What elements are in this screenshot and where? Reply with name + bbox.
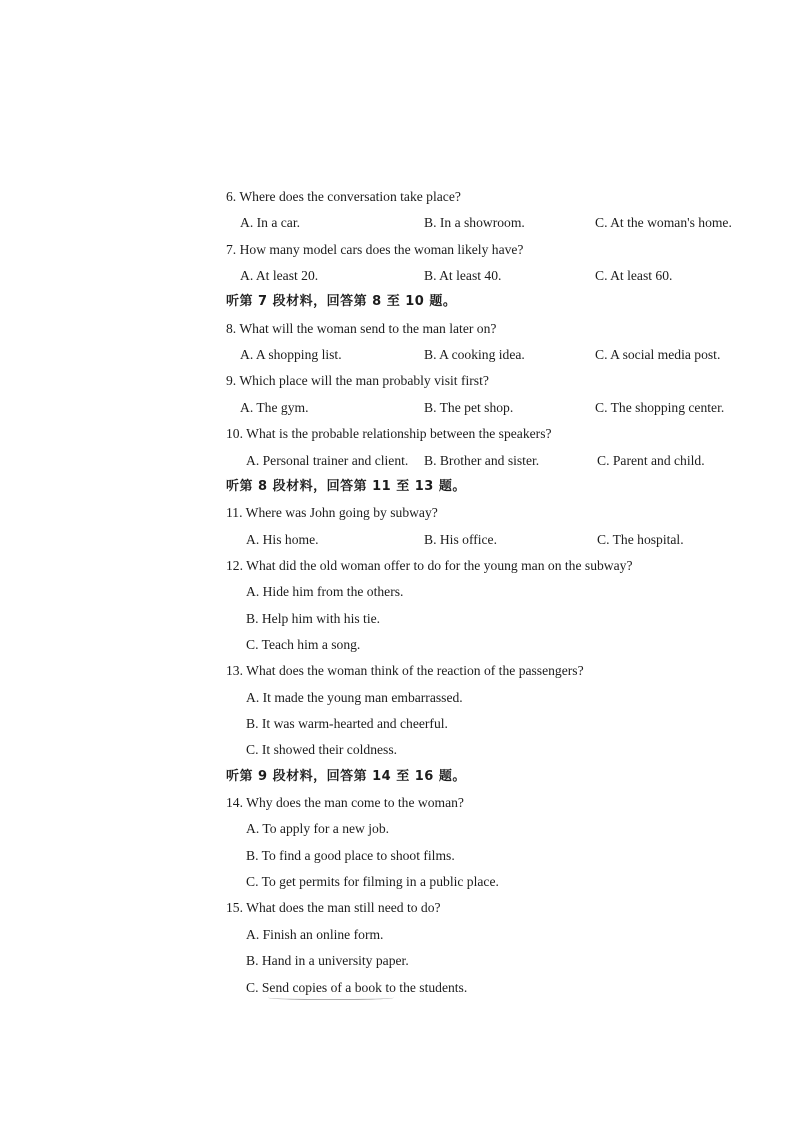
answer-option: C. At the woman's home. — [595, 215, 732, 231]
answer-option: A. His home. — [246, 531, 319, 547]
question-line — [0, 187, 794, 207]
answer-option: B. His office. — [424, 531, 497, 547]
question-text: 8. What will the woman send to the man later on? — [226, 320, 497, 336]
question-line — [0, 898, 794, 918]
question-line — [0, 424, 794, 444]
answer-option: C. Teach him a song. — [246, 636, 361, 652]
options-row — [0, 819, 794, 839]
options-row — [0, 688, 794, 708]
answer-option: A. To apply for a new job. — [246, 821, 390, 837]
options-row — [0, 925, 794, 945]
options-row — [0, 582, 794, 602]
question-text: 10. What is the probable relationship between the speakers? — [226, 426, 552, 442]
answer-option: C. To get permits for filming in a public place. — [246, 874, 499, 890]
section-heading — [0, 292, 794, 312]
options-row — [0, 266, 794, 286]
options-row — [0, 740, 794, 760]
answer-option: B. In a showroom. — [424, 215, 525, 231]
answer-option: A. The gym. — [240, 399, 309, 415]
answer-option: B. Hand in a university paper. — [246, 953, 409, 969]
question-text: 6. Where does the conversation take place? — [226, 189, 461, 204]
answer-option: B. It was warm-hearted and cheerful. — [246, 716, 448, 731]
options-row — [0, 951, 794, 971]
handwritten-underline — [268, 994, 394, 1000]
options-row — [0, 451, 794, 471]
answer-option: A. Finish an online form. — [246, 926, 384, 942]
answer-option: A. Personal trainer and client. — [246, 452, 409, 468]
options-row — [0, 714, 794, 734]
answer-option: B. The pet shop. — [424, 399, 514, 415]
options-row — [0, 530, 794, 550]
question-line — [0, 556, 794, 576]
options-row — [0, 609, 794, 629]
section-heading — [0, 477, 794, 497]
answer-option: C. The shopping center. — [595, 399, 725, 415]
question-line — [0, 319, 794, 339]
question-text: 13. What does the woman think of the reaction of the passengers? — [226, 663, 584, 679]
answer-option: B. Brother and sister. — [424, 452, 540, 468]
answer-option: B. To find a good place to shoot films. — [246, 847, 455, 863]
options-row — [0, 846, 794, 866]
answer-option: C. At least 60. — [595, 268, 673, 284]
question-line — [0, 793, 794, 813]
options-row — [0, 213, 794, 233]
question-text: 11. Where was John going by subway? — [226, 505, 438, 521]
answer-option: C. A social media post. — [595, 347, 721, 363]
answer-option: B. A cooking idea. — [424, 347, 525, 363]
answer-option: C. It showed their coldness. — [246, 742, 398, 758]
answer-option: B. Help him with his tie. — [246, 610, 381, 626]
question-line — [0, 240, 794, 260]
question-line — [0, 661, 794, 681]
question-line — [0, 503, 794, 523]
question-text: 12. What did the old woman offer to do for the young man on the subway? — [226, 557, 633, 573]
answer-option: A. In a car. — [240, 215, 301, 231]
section-heading-text: 听第 7 段材料，回答第 8 至 10 题。 — [226, 294, 457, 310]
options-row — [0, 398, 794, 418]
question-text: 14. Why does the man come to the woman? — [226, 795, 464, 811]
section-heading-text: 听第 8 段材料，回答第 11 至 13 题。 — [226, 478, 466, 494]
section-heading — [0, 767, 794, 787]
answer-option: B. At least 40. — [424, 268, 502, 284]
question-text: 15. What does the man still need to do? — [226, 900, 441, 916]
question-text: 9. Which place will the man probably visit first? — [226, 373, 489, 389]
section-heading-text: 听第 9 段材料，回答第 14 至 16 题。 — [226, 768, 466, 784]
answer-option: A. A shopping list. — [240, 347, 342, 363]
answer-option: C. Parent and child. — [597, 452, 705, 468]
options-row — [0, 872, 794, 892]
options-row — [0, 635, 794, 655]
options-row — [0, 978, 794, 998]
answer-option: C. The hospital. — [597, 531, 684, 547]
answer-option: A. It made the young man embarrassed. — [246, 689, 463, 705]
answer-option: A. At least 20. — [240, 268, 319, 284]
question-line — [0, 371, 794, 391]
answer-option: C. Send copies of a book to the students. — [246, 979, 468, 995]
answer-option: A. Hide him from the others. — [246, 584, 404, 600]
options-row — [0, 345, 794, 365]
question-text: 7. How many model cars does the woman likely have? — [226, 241, 524, 257]
